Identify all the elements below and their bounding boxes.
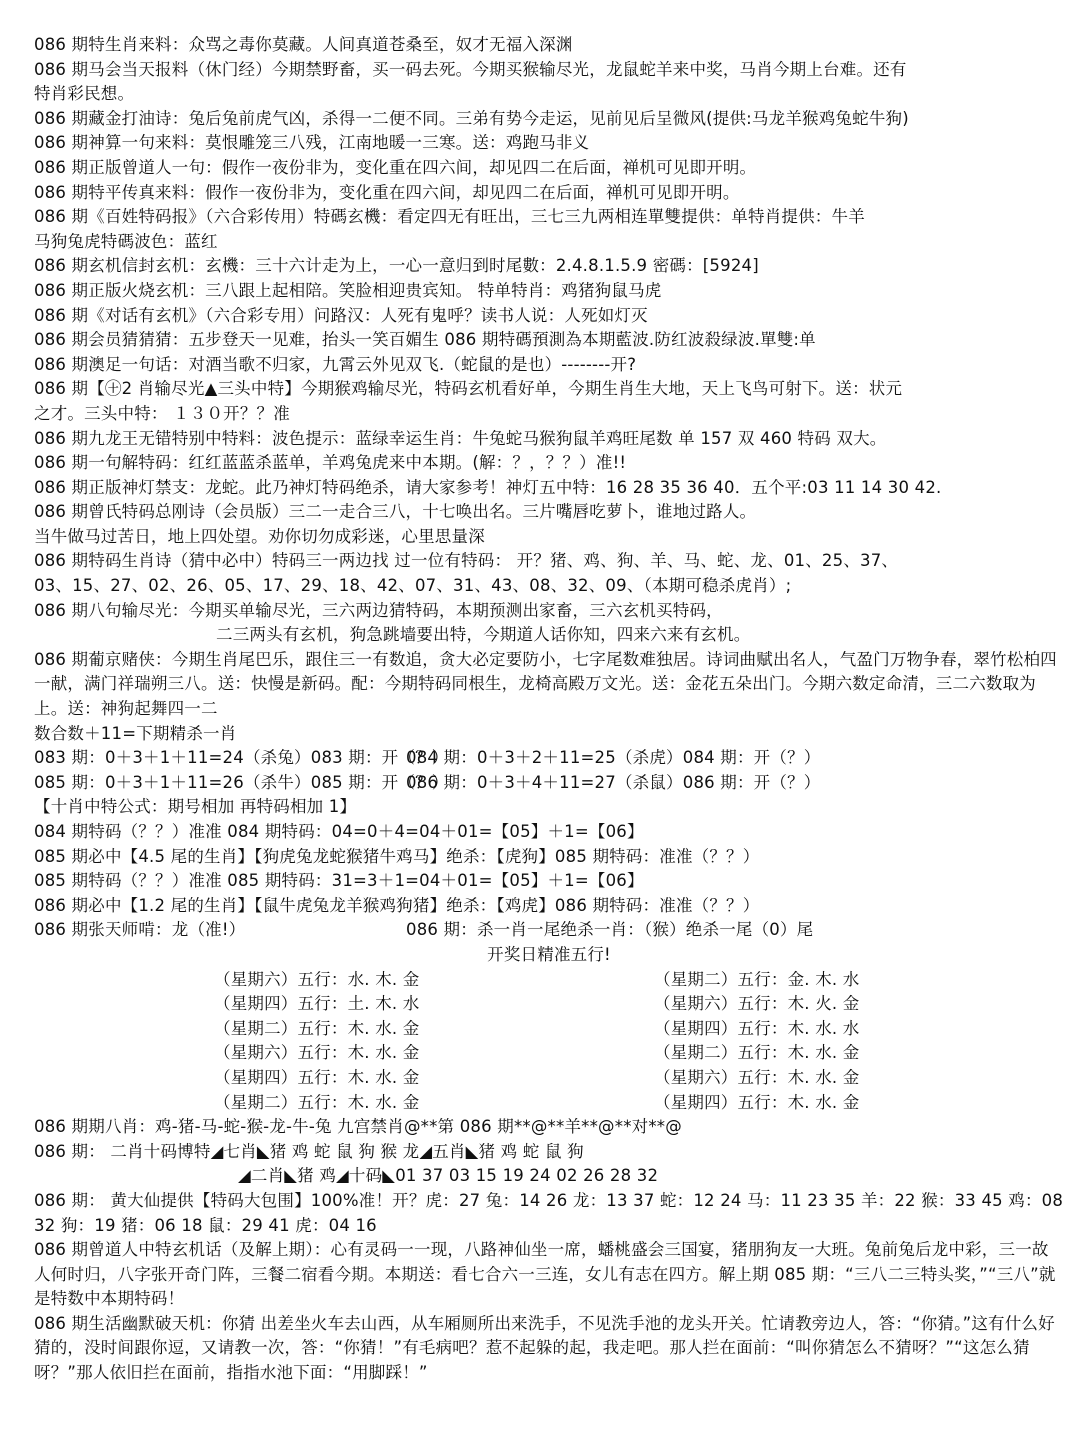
shixiao-line: 085 期必中【4.5 尾的生肖】【狗虎兔龙蛇猴猪牛鸡马】绝杀：【虎狗】085 期特码：准准（？？）	[34, 846, 760, 866]
wuxing-heading: 开奖日精准五行!	[487, 944, 611, 964]
wuxing-right: （星期六）五行：木. 水. 金	[654, 1067, 860, 1087]
document-page	[34, 33, 1064, 1386]
text-line: 086 期玄机信封玄机：玄機：三十六计走为上，一心一意归到时尾數：2.4.8.1.5.9 密碼：[5924]	[34, 256, 759, 276]
text-line: 086 期正版火烧玄机：三八跟上起相陪。笑脸相迎贵宾知。 特单特肖：鸡猪狗鼠马虎	[34, 280, 662, 300]
wuxing-row	[34, 968, 1064, 993]
wuxing-row	[34, 992, 1064, 1017]
zhang-left: 086 期张天师啃：龙（准!）	[34, 920, 246, 940]
wuxing-right: （星期四）五行：木. 水. 水	[654, 1018, 860, 1038]
formula-row	[34, 746, 1064, 771]
zeng-paragraph: 086 期曾道人中特玄机话（及解上期）：心有灵码一一现，八路神仙坐一席，蟠桃盛会三国宴，猪朋狗友一大班。兔前兔后龙中彩，三一故人何时归，八字张开奇门阵，三餐二宿看今期。本期送：看七合六一三连，女儿有志在四方。解上期 085 期：“三八二三特头奖，”“三八”就是特数中本期特码！	[34, 1240, 1056, 1309]
text-line: 086 期特平传真来料：假作一夜份非为，变化重在四六间，却见四二在后面，禅机可见即开明。	[34, 182, 740, 202]
text-line: 当牛做马过苦日，地上四处望。劝你切勿成彩迷，心里思量深	[34, 526, 485, 546]
wuxing-left: （星期二）五行：木. 水. 金	[214, 1092, 420, 1112]
formula-title: 数合数＋11=下期精杀一肖	[34, 723, 237, 743]
text-line: 086 期曾氏特码总刚诗（会员版）三二一走合三八，十七唤出名。三片嘴唇吃萝卜，谁地过路人。	[34, 502, 757, 522]
formula-left: 083 期：0＋3＋1＋11=24（杀兔）083 期：开（？）	[34, 748, 449, 768]
text-line: 086 期九龙王无错特别中特料：波色提示：蓝绿幸运生肖：牛兔蛇马猴狗鼠羊鸡旺尾数 单 157 双 460 特码 双大。	[34, 428, 887, 448]
wuxing-left: （星期六）五行：木. 水. 金	[214, 1043, 420, 1063]
text-line: 086 期澳足一句话：对酒当歌不归家，九霄云外见双飞.（蛇鼠的是也）--------开?	[34, 354, 637, 374]
bottom-indented-line: ◢二肖◣猪 鸡◢十码◣01 37 03 15 19 24 02 26 28 32	[238, 1166, 659, 1186]
wuxing-row	[34, 1017, 1064, 1042]
wuxing-left: （星期四）五行：土. 木. 水	[214, 994, 420, 1014]
formula-right: 084 期：0＋3＋2＋11=25（杀虎）084 期：开（？）	[406, 748, 821, 768]
text-line: 086 期一句解特码：红红蓝蓝杀蓝单，羊鸡兔虎来中本期。(解：？，？？）准!!	[34, 453, 627, 473]
text-line: 086 期特生肖来料：众骂之毒你莫藏。人间真道苍桑至，奴才无福入深渊	[34, 35, 573, 54]
wuxing-left: （星期四）五行：木. 水. 金	[214, 1067, 420, 1087]
formula-left: 085 期：0＋3＋1＋11=26（杀牛）085 期：开（？）	[34, 772, 449, 792]
pujing-paragraph: 086 期葡京赌侠：今期生肖尾巴乐，跟住三一有数追，贪大必定要防小，七字尾数难独居。诗词曲赋出名人，气盈门万物争春，翠竹松柏四一献，满门祥瑞朔三八。送：快慢是新码。配：今期特码同根生，龙椅高殿万文光。送：金花五朵出门。今期六数定命清，三二六数取为上。送：神狗起舞四一二	[34, 649, 1057, 719]
wuxing-row	[34, 1091, 1064, 1116]
text-line: 086 期神算一句来料：莫恨雕笼三八残，江南地暖一三寒。送：鸡跑马非义	[34, 133, 590, 153]
text-line: 086 期马会当天报料（休门经）今期禁野畜，买一码去死。今期买猴输尽光，龙鼠蛇羊来中奖，马肖今期上台难。还有	[34, 59, 907, 79]
formula-right: 086 期：0＋3＋4＋11=27（杀鼠）086 期：开（？）	[406, 772, 821, 792]
wuxing-right: （星期六）五行：木. 火. 金	[654, 994, 860, 1014]
zhang-right: 086 期：杀一肖一尾绝杀一肖：（猴）绝杀一尾（0）尾	[406, 920, 814, 940]
shenghuo-paragraph: 086 期生活幽默破天机：你猜 出差坐火车去山西，从车厢厕所出来洗手，不见洗手池的龙头开关。忙请教旁边人，答：“你猜。”这有什么好猜的，没时间跟你逗，又请教一次，答：“你猜！”有毛病吧？惹不起躲的起，我走吧。那人拦在面前：“叫你猜怎么不猜呀？”“这怎么猜呀？”那人依旧拦在面前，指指水池下面：“用脚踩！”	[34, 1313, 1055, 1383]
wuxing-right: （星期四）五行：木. 水. 金	[654, 1092, 860, 1112]
text-line: 086 期会员猜猜猜：五步登天一见难，抬头一笑百媚生 086 期特碼預測為本期藍波.防红波殺绿波.單雙:单	[34, 330, 816, 350]
text-line: 086 期正版曾道人一句：假作一夜份非为，变化重在四六间，却见四二在后面，禅机可见即开明。	[34, 157, 757, 177]
wuxing-right: （星期二）五行：木. 水. 金	[654, 1043, 860, 1063]
text-line: 086 期特码生肖诗（猜中必中）特码三一两边找 过一位有特码： 开？猪、鸡、狗、羊、马、蛇、龙、01、25、37、	[34, 551, 899, 571]
shixiao-line: 085 期特码（？？）准准 085 期特码：31=3＋1=04＋01=【05】＋1=【06】	[34, 871, 644, 891]
wuxing-row	[34, 1041, 1064, 1066]
bottom-line: 086 期期八肖：鸡-猪-马-蛇-猴-龙-牛-兔 九宫禁肖@**第 086 期**@**羊**@**对**@	[34, 1117, 682, 1137]
text-line: 086 期正版神灯禁支：龙蛇。此乃神灯特码绝杀，请大家参考！神灯五中特：16 28 35 36 40．五个平:03 11 14 30 42.	[34, 477, 942, 497]
wuxing-right: （星期二）五行：金. 木. 水	[654, 969, 860, 989]
bottom-line: 086 期： 二肖十码博特◢七肖◣猪 鸡 蛇 鼠 狗 猴 龙◢五肖◣猪 鸡 蛇 鼠 狗	[34, 1141, 584, 1161]
zhang-row	[34, 918, 1064, 943]
wuxing-row	[34, 1066, 1064, 1091]
text-line: 03、15、27、02、26、05、17、29、18、42、07、31、43、08、32、09、（本期可稳杀虎肖）;	[34, 576, 792, 596]
text-line: 086 期【㊉2 肖输尽光▲三头中特】今期猴鸡输尽光，特码玄机看好单，今期生肖生大地，天上飞鸟可射下。送：状元	[34, 379, 903, 399]
shixiao-line: 084 期特码（？？）准准 084 期特码：04=0＋4=04＋01=【05】＋1=【06】	[34, 822, 644, 841]
shixiao-line: 【十肖中特公式：期号相加 再特码相加 1】	[34, 797, 357, 817]
text-line: 之才。三头中特： １３０开？？准	[34, 403, 290, 423]
text-line: 086 期《对话有玄机》（六合彩专用）问路汉：人死有鬼呼？读书人说：人死如灯灭	[34, 305, 648, 325]
text-line: 086 期《百姓特码报》（六合彩传用）特碼玄機：看定四无有旺出，三七三九两相连單雙提供：单特肖提供：牛羊	[34, 207, 865, 227]
huang-paragraph: 086 期： 黄大仙提供【特码大包围】100%准！开？虎：27 兔：14 26 龙：13 37 蛇：12 24 马：11 23 35 羊：22 猴：33 45 鸡：08 32 狗：19 猪：06 18 鼠：29 41 虎：04 16	[34, 1190, 1064, 1235]
indented-text-line: 二三两头有玄机，狗急跳墙要出特，今期道人话你知，四来六来有玄机。	[216, 625, 751, 645]
wuxing-left: （星期二）五行：木. 水. 金	[214, 1018, 420, 1038]
shixiao-line: 086 期必中【1.2 尾的生肖】【鼠牛虎兔龙羊猴鸡狗猪】绝杀：【鸡虎】086 期特码：准准（？？）	[34, 895, 760, 915]
wuxing-left: （星期六）五行：水. 木. 金	[214, 969, 420, 989]
text-line: 马狗兔虎特碼波色：蓝红	[34, 231, 218, 251]
text-line: 086 期藏金打油诗：兔后兔前虎气凶，杀得一二便不同。三弟有势今走运，见前见后呈微风(提供:马龙羊猴鸡兔蛇牛狗)	[34, 108, 909, 128]
text-line: 086 期八句输尽光：今期买单输尽光，三六两边猜特码，本期预测出家畜，三六玄机买特码，	[34, 600, 723, 620]
text-line: 特肖彩民想。	[34, 84, 135, 104]
formula-row	[34, 771, 1064, 796]
